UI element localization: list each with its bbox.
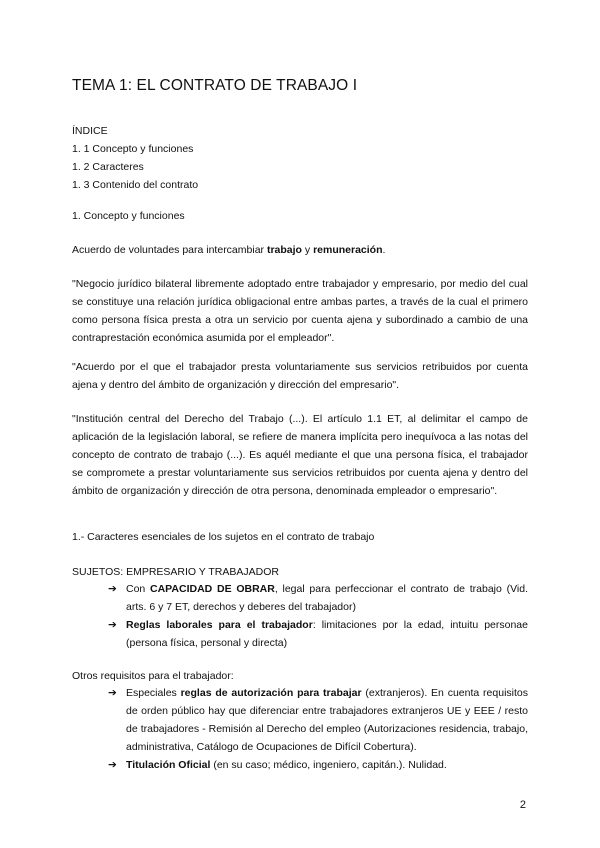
index-section: [72, 122, 528, 194]
bullet-text: (en su caso; médico, ingeniero, capitán.). Nulidad.: [210, 759, 447, 771]
arrow-icon: ➔: [108, 759, 117, 771]
index-item: 1. 2 Caracteres: [72, 161, 144, 173]
intro-text: Acuerdo de voluntades para intercambiar: [72, 244, 267, 256]
intro-text: .: [382, 244, 386, 256]
list-item: [108, 616, 528, 652]
list-item: [108, 684, 528, 756]
subjects-list: [108, 580, 528, 652]
section-heading: 1. Concepto y funciones: [72, 210, 185, 222]
arrow-icon: ➔: [108, 687, 117, 699]
bullet-text: : limitaciones por la edad, intuitu personae (persona física, personal y directa): [126, 619, 528, 649]
list-item: [108, 580, 528, 616]
quote-paragraph-1: "Negocio jurídico bilateral libremente adoptado entre trabajador y empresario, por medio del cual se constituye una relación jurídica obligacional entre ambas partes, a través de la cual el primero como persona física presta a otra un servicio por cuenta ajena y subordinado a cambio de una contraprestación económica asumida por el empleador".: [72, 278, 528, 344]
index-item: 1. 1 Concepto y funciones: [72, 143, 194, 155]
bullet-bold: reglas de autorización para trabajar: [180, 687, 362, 699]
section-heading: 1.- Caracteres esenciales de los sujetos en el contrato de trabajo: [72, 531, 375, 543]
subjects-heading: SUJETOS: EMPRESARIO Y TRABAJADOR: [72, 566, 279, 578]
bullet-text: Con: [126, 583, 151, 595]
intro-paragraph: [72, 241, 528, 259]
other-requirements-list: [108, 684, 528, 774]
arrow-icon: ➔: [108, 583, 117, 595]
quote-paragraph-3: "Institución central del Derecho del Trabajo (...). El artículo 1.1 ET, al delimitar el campo de aplicación de la legislación laboral, se refiere de manera implícita pero inequívoca a las notas del concepto de contrato de trabajo (...). Es aquél mediante el que una persona física, el trabajador se compromete a prestar voluntariamente sus servicios retribuidos por cuenta ajena y dentro del ámbito de organización y dirección de otra persona, denominada empleador o empresario".: [72, 413, 528, 497]
intro-text: y: [301, 244, 314, 256]
arrow-icon: ➔: [108, 619, 117, 631]
bullet-bold: Titulación Oficial: [126, 759, 211, 771]
bullet-text: (extranjeros). En cuenta requisitos de orden público hay que diferenciar entre trabajadores extranjeros UE y EEE / resto de trabajadores - Remisión al Derecho del empleo (Autorizaciones residencia, trabajo, administrativa, Catálogo de Ocupaciones de Difícil Cobertura).: [126, 687, 528, 753]
bullet-bold: CAPACIDAD DE OBRAR: [150, 583, 275, 595]
intro-bold-trabajo: trabajo: [266, 244, 302, 256]
intro-bold-remuneracion: remuneración: [313, 244, 383, 256]
quote-paragraph-2: "Acuerdo por el que el trabajador presta voluntariamente sus servicios retribuidos por cuenta ajena y dentro del ámbito de organización y dirección del empresario".: [72, 361, 528, 391]
other-requirements-heading: Otros requisitos para el trabajador:: [72, 670, 234, 682]
page-title: TEMA 1: EL CONTRATO DE TRABAJO I: [72, 77, 358, 94]
index-heading: ÍNDICE: [72, 125, 108, 137]
bullet-bold: Reglas laborales para el trabajador: [126, 619, 313, 631]
bullet-text: Especiales: [126, 687, 181, 699]
bullet-text: , legal para perfeccionar el contrato de trabajo (Vid. arts. 6 y 7 ET, derechos y deberes del trabajador): [126, 583, 528, 613]
page-number: 2: [519, 799, 526, 811]
list-item: [108, 756, 528, 774]
index-item: 1. 3 Contenido del contrato: [72, 179, 199, 191]
